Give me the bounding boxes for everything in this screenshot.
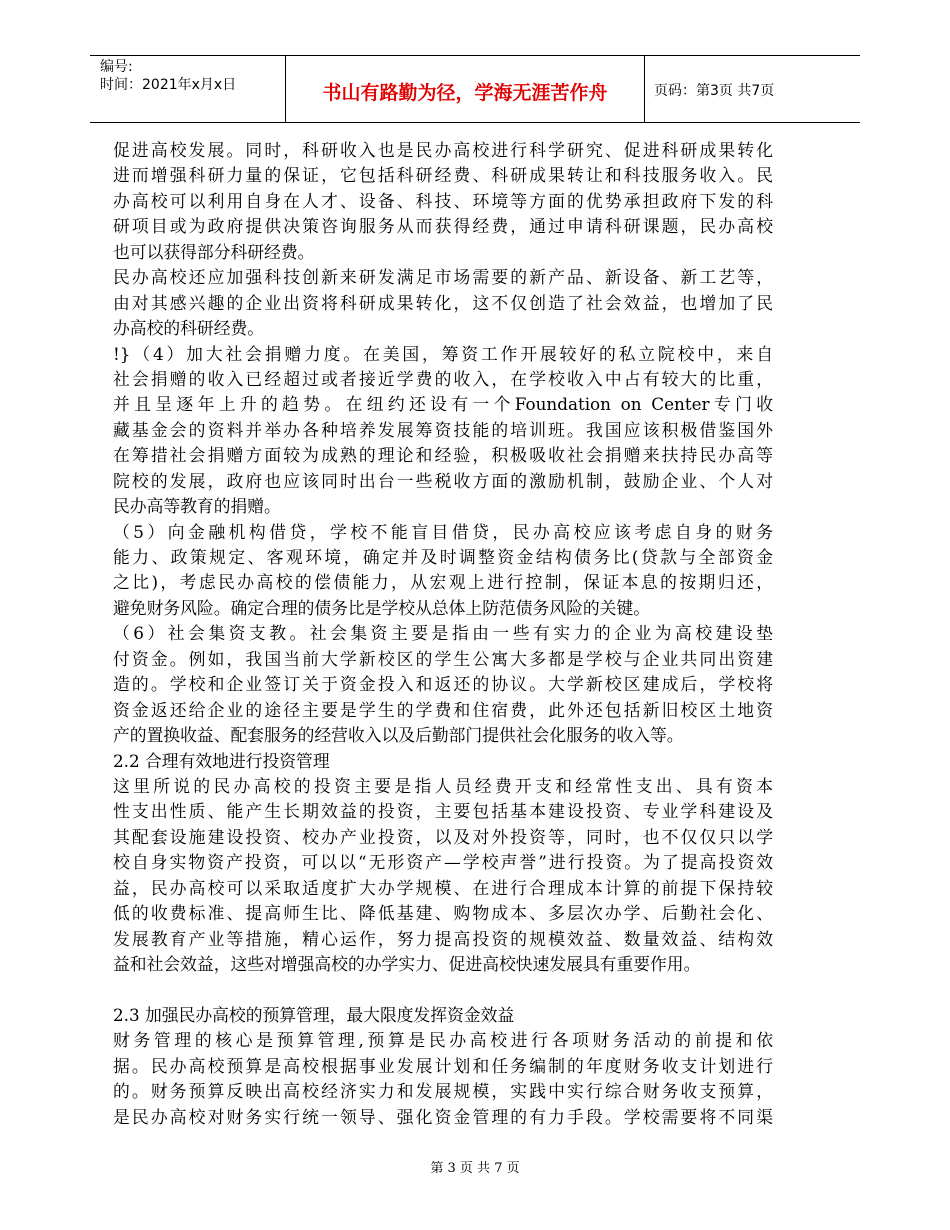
date-label: 时间：2021年x月x日 (100, 77, 237, 93)
page-header (90, 55, 860, 123)
text-line: 并且呈逐年上升的趋势。在纽约还设有一个Foundation on Center专门收 (113, 394, 773, 415)
text-line: 益和社会效益，这些对增强高校的办学实力、促进高校快速发展具有重要作用。 (113, 954, 701, 974)
text-line: 进而增强科研力量的保证，它包括科研经费、科研成果转让和科技服务收入。民 (113, 165, 773, 186)
text-line: 也可以获得部分科研经费。 (113, 241, 315, 262)
text-line: 财务管理的核心是预算管理,预算是民办高校进行各项财务活动的前提和依 (113, 1030, 773, 1051)
text-line: 校自身实物资产投资，可以以“无形资产—学校声誉”进行投资。为了提高投资效 (113, 852, 773, 873)
text-line: 办高校的科研经费。 (113, 318, 265, 339)
text-line: 的。财务预算反映出高校经济实力和发展规模，实践中实行综合财务收支预算， (113, 1081, 773, 1102)
text-line: 民办高等教育的捐赠。 (113, 496, 281, 517)
header-meta-cell (90, 56, 285, 122)
text-line: 低的收费标准、提高师生比、降低基建、购物成本、多层次办学、后勤社会化、 (113, 903, 773, 924)
text-line: 产的置换收益、配套服务的经营收入以及后勤部门提供社会化服务的收入等。 (113, 725, 684, 746)
text-line: 性支出性质、能产生长期效益的投资，主要包括基本建设投资、专业学科建设及 (113, 801, 773, 822)
document-body (113, 138, 773, 1130)
text-line: 之比)，考虑民办高校的偿债能力，从宏观上进行控制，保证本息的按期归还， (113, 572, 773, 593)
text-line: 发展教育产业等措施，精心运作，努力提高投资的规模效益、数量效益、结构效 (113, 928, 773, 949)
text-line: 藏基金会的资料并举办各种培养发展筹资技能的培训班。我国应该积极借鉴国外 (113, 419, 773, 440)
page-info: 页码：第3页 共7页 (654, 83, 775, 99)
text-line: 在筹措社会捐赠方面较为成熟的理论和经验，积极吸收社会捐赠来扶持民办高等 (113, 445, 773, 466)
text-line: 据。民办高校预算是高校根据事业发展计划和任务编制的年度财务收支计划进行 (113, 1055, 773, 1076)
text-line: 避免财务风险。确定合理的债务比是学校从总体上防范债务风险的关键。 (113, 597, 651, 618)
text-line: 2.3 加强民办高校的预算管理，最大限度发挥资金效益 (113, 1004, 515, 1025)
text-line: 由对其感兴趣的企业出资将科研成果转化，这不仅创造了社会效益，也增加了民 (113, 292, 773, 313)
header-motto-cell (285, 56, 645, 122)
text-line: 2.2 合理有效地进行投资管理 (113, 750, 330, 771)
text-line: 研项目或为政府提供决策咨询服务从而获得经费，通过申请科研课题，民办高校 (113, 216, 773, 237)
text-line: !}（4）加大社会捐赠力度。在美国，筹资工作开展较好的私立院校中，来自 (113, 343, 773, 364)
text-line: 促进高校发展。同时，科研收入也是民办高校进行科学研究、促进科研成果转化 (113, 140, 773, 160)
text-line: 院校的发展，政府也应该同时出台一些税收方面的激励机制，鼓励企业、个人对 (113, 470, 773, 491)
text-line: （6）社会集资支教。社会集资主要是指由一些有实力的企业为高校建设垫 (113, 623, 773, 644)
text-line: 民办高校还应加强科技创新来研发满足市场需要的新产品、新设备、新工艺等， (113, 267, 773, 288)
text-line: （5）向金融机构借贷，学校不能盲目借贷，民办高校应该考虑自身的财务 (113, 521, 773, 542)
text-line (113, 977, 773, 1002)
page-footer: 第 3 页 共 7 页 (430, 1161, 520, 1176)
text-line: 造的。学校和企业签订关于资金投入和返还的协议。大学新校区建成后，学校将 (113, 674, 773, 695)
text-line: 付资金。例如，我国当前大学新校区的学生公寓大多都是学校与企业共同出资建 (113, 648, 773, 669)
header-page-cell (644, 56, 860, 122)
text-line: 资金返还给企业的途径主要是学生的学费和住宿费，此外还包括新旧校区土地资 (113, 699, 773, 720)
text-line: 其配套设施建设投资、校办产业投资，以及对外投资等，同时，也不仅仅只以学 (113, 826, 773, 847)
text-line: 这里所说的民办高校的投资主要是指人员经费开支和经常性支出、具有资本 (113, 775, 773, 796)
text-line: 是民办高校对财务实行统一领导、强化资金管理的有力手段。学校需要将不同渠 (113, 1106, 773, 1127)
text-line: 益，民办高校可以采取适度扩大办学规模、在进行合理成本计算的前提下保持较 (113, 877, 773, 898)
serial-label: 编号: (100, 59, 133, 75)
text-line: 办高校可以利用自身在人才、设备、科技、环境等方面的优势承担政府下发的科 (113, 190, 773, 211)
text-line: 能力、政策规定、客观环境，确定并及时调整资金结构债务比(贷款与全部资金 (113, 547, 773, 567)
text-line: 社会捐赠的收入已经超过或者接近学费的收入，在学校收入中占有较大的比重， (113, 368, 773, 389)
motto-text: 书山有路勤为径，学海无涯苦作舟 (322, 82, 608, 104)
